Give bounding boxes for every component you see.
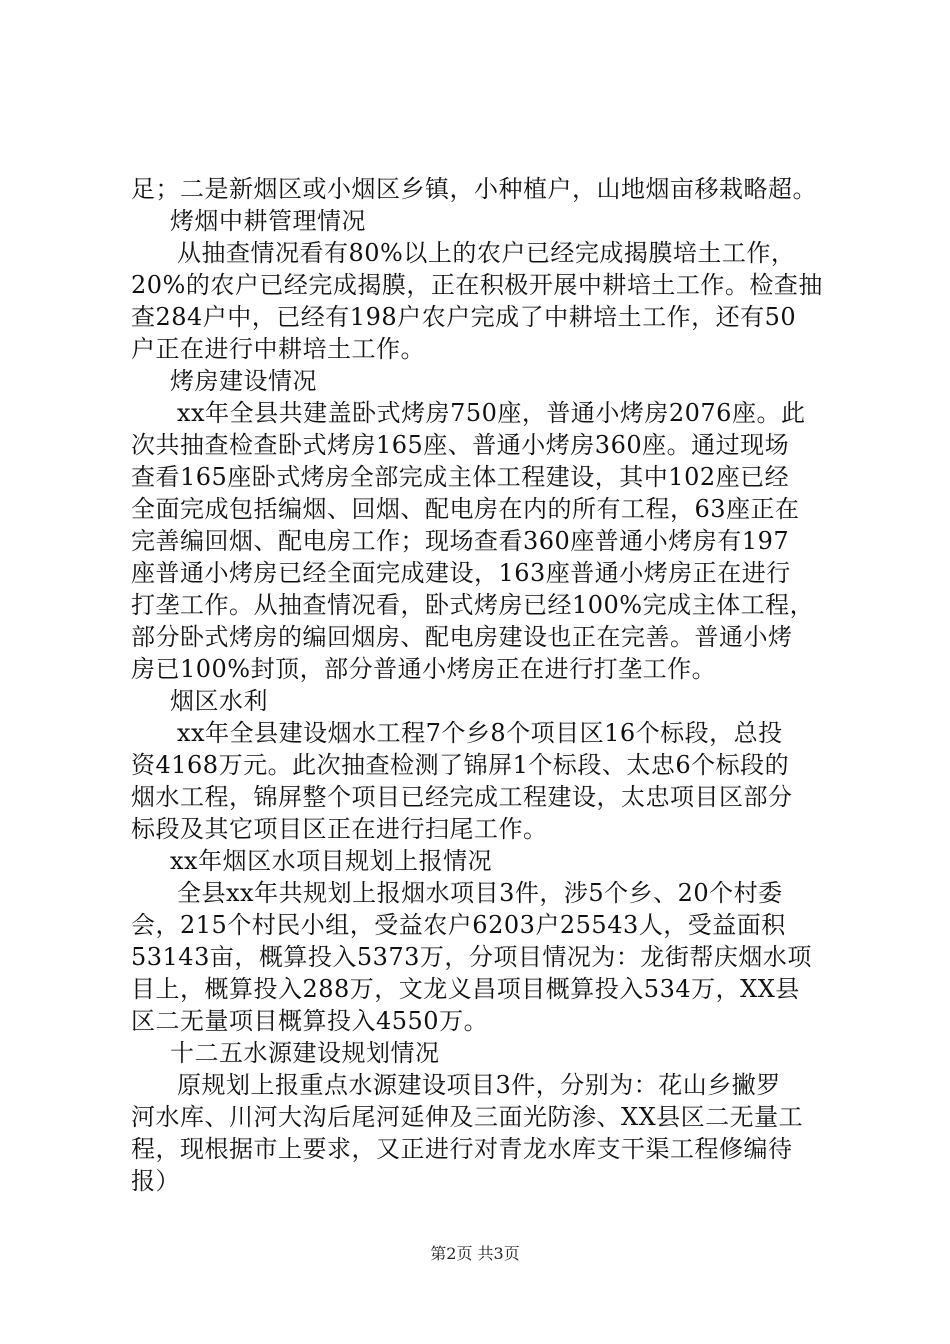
body-line: xx年全县建设烟水工程7个乡8个项目区16个标段，总投: [177, 719, 783, 747]
body-line: 房已100%封顶，部分普通小烤房正在进行打垄工作。: [131, 655, 717, 683]
page-number-footer: 第2页 共3页: [430, 1244, 520, 1263]
body-line: 河水库、川河大沟后尾河延伸及三面光防渗、XX县区二无量工: [131, 1103, 804, 1131]
body-line: 报）: [131, 1167, 180, 1195]
body-line: 查284户中，已经有198户农户完成了中耕培土工作，还有50: [131, 303, 797, 331]
body-line: xx年全县共建盖卧式烤房750座，普通小烤房2076座。此: [177, 399, 806, 427]
body-line: 烟水工程，锦屏整个项目已经完成工程建设，太忠项目区部分: [131, 783, 793, 811]
body-line: 会，215个村民小组，受益农户6203户25543人，受益面积: [131, 911, 786, 939]
section-heading: 烤烟中耕管理情况: [170, 207, 366, 235]
body-line: 查看165座卧式烤房全部完成主体工程建设，其中102座已经: [131, 463, 790, 491]
body-line: 次共抽查检查卧式烤房165座、普通小烤房360座。通过现场: [131, 431, 790, 459]
section-heading: 十二五水源建设规划情况: [170, 1039, 440, 1067]
body-line: 全面完成包括编烟、回烟、配电房在内的所有工程，63座正在: [131, 495, 800, 523]
body-line: 户正在进行中耕培土工作。: [131, 335, 425, 363]
body-line: 部分卧式烤房的编回烟房、配电房建设也正在完善。普通小烤: [131, 623, 793, 651]
section-heading: 烤房建设情况: [170, 367, 317, 395]
body-line: 从抽查情况看有80%以上的农户已经完成揭膜培土工作，: [177, 239, 796, 267]
document-body: [131, 173, 831, 1197]
body-line: 原规划上报重点水源建设项目3件，分别为：花山乡撇罗: [177, 1071, 781, 1099]
body-line: 打垄工作。从抽查情况看，卧式烤房已经100%完成主体工程，: [131, 591, 815, 619]
body-line: 程，现根据市上要求，又正进行对青龙水库支干渠工程修编待: [131, 1135, 793, 1163]
body-line: 完善编回烟、配电房工作；现场查看360座普通小烤房有197: [131, 527, 790, 555]
body-line: 53143亩，概算投入5373万，分项目情况为：龙街帮庆烟水项: [131, 943, 812, 971]
body-line: 20%的农户已经完成揭膜，正在积极开展中耕培土工作。检查抽: [131, 271, 823, 299]
body-line: 资4168万元。此次抽查检测了锦屏1个标段、太忠6个标段的: [131, 751, 790, 779]
body-line: 座普通小烤房已经全面完成建设，163座普通小烤房正在进行: [131, 559, 791, 587]
body-line: 全县xx年共规划上报烟水项目3件，涉5个乡、20个村委: [177, 879, 783, 907]
body-line: 标段及其它项目区正在进行扫尾工作。: [131, 815, 548, 843]
body-line: 足；二是新烟区或小烟区乡镇，小种植户，山地烟亩移栽略超。: [131, 175, 817, 203]
section-heading: 烟区水利: [170, 687, 268, 715]
body-line: 区二无量项目概算投入4550万。: [131, 1007, 489, 1035]
section-heading: xx年烟区水项目规划上报情况: [170, 847, 493, 875]
body-line: 目上，概算投入288万，文龙义昌项目概算投入534万，XX县: [131, 975, 800, 1003]
